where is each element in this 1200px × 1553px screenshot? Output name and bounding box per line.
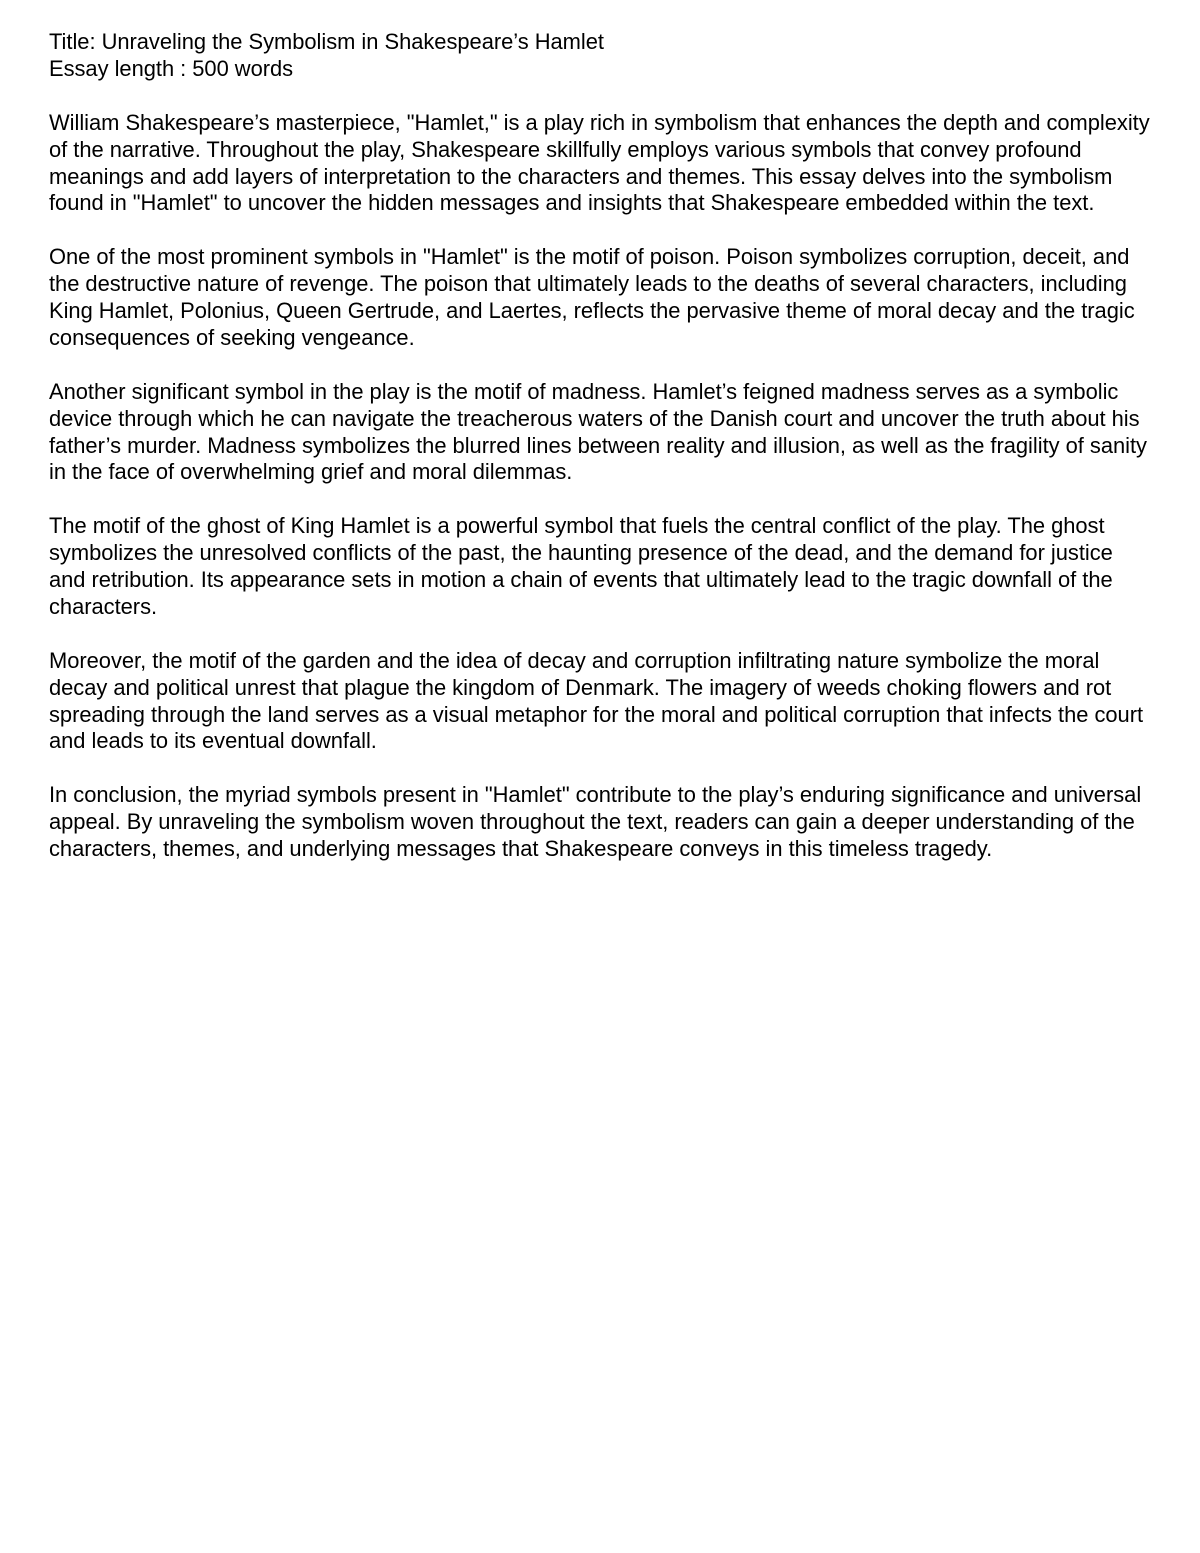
paragraph-ghost: The motif of the ghost of King Hamlet is a powerful symbol that fuels the central conflict of the play. The ghost symbolizes the unresolved conflicts of the past, the haunting presence of the dead, and the demand for justice and retribution. Its appearance sets in motion a chain of events that ultimately lead to the tragic downfall of the characters. bbox=[49, 513, 1113, 619]
paragraph-conclusion: In conclusion, the myriad symbols present in "Hamlet" contribute to the play’s enduring significance and universal appeal. By unraveling the symbolism woven throughout the text, readers can gain a deeper understanding of the characters, themes, and underlying messages that Shakespeare conveys in this timeless tragedy. bbox=[49, 782, 1142, 862]
essay-body bbox=[49, 29, 1154, 863]
paragraph-introduction: William Shakespeare’s masterpiece, "Hamlet," is a play rich in symbolism that enhances the depth and complexity of the narrative. Throughout the play, Shakespeare skillfully employs various symbols that convey profound meanings and add layers of interpretation to the characters and themes. This essay delves into the symbolism found in "Hamlet" to uncover the hidden messages and insights that Shakespeare embedded within the text. bbox=[49, 109, 1150, 216]
essay-length: Essay length : 500 words bbox=[49, 55, 294, 81]
essay-title: Title: Unraveling the Symbolism in Shakespeare’s Hamlet bbox=[49, 29, 604, 54]
paragraph-madness: Another significant symbol in the play is the motif of madness. Hamlet’s feigned madness serves as a symbolic device through which he can navigate the treacherous waters of the Danish court and uncover the truth about his father’s murder. Madness symbolizes the blurred lines between reality and illusion, as well as the fragility of sanity in the face of overwhelming grief and moral dilemmas. bbox=[49, 378, 1147, 485]
paragraph-poison: One of the most prominent symbols in "Hamlet" is the motif of poison. Poison symbolizes corruption, deceit, and the destructive nature of revenge. The poison that ultimately leads to the deaths of several characters, including King Hamlet, Polonius, Queen Gertrude, and Laertes, reflects the pervasive theme of moral decay and the tragic consequences of seeking vengeance. bbox=[49, 244, 1135, 350]
paragraph-garden: Moreover, the motif of the garden and the idea of decay and corruption infiltrating nature symbolize the moral decay and political unrest that plague the kingdom of Denmark. The imagery of weeds choking flowers and rot spreading through the land serves as a visual metaphor for the moral and political corruption that infects the court and leads to its eventual downfall. bbox=[49, 647, 1144, 754]
